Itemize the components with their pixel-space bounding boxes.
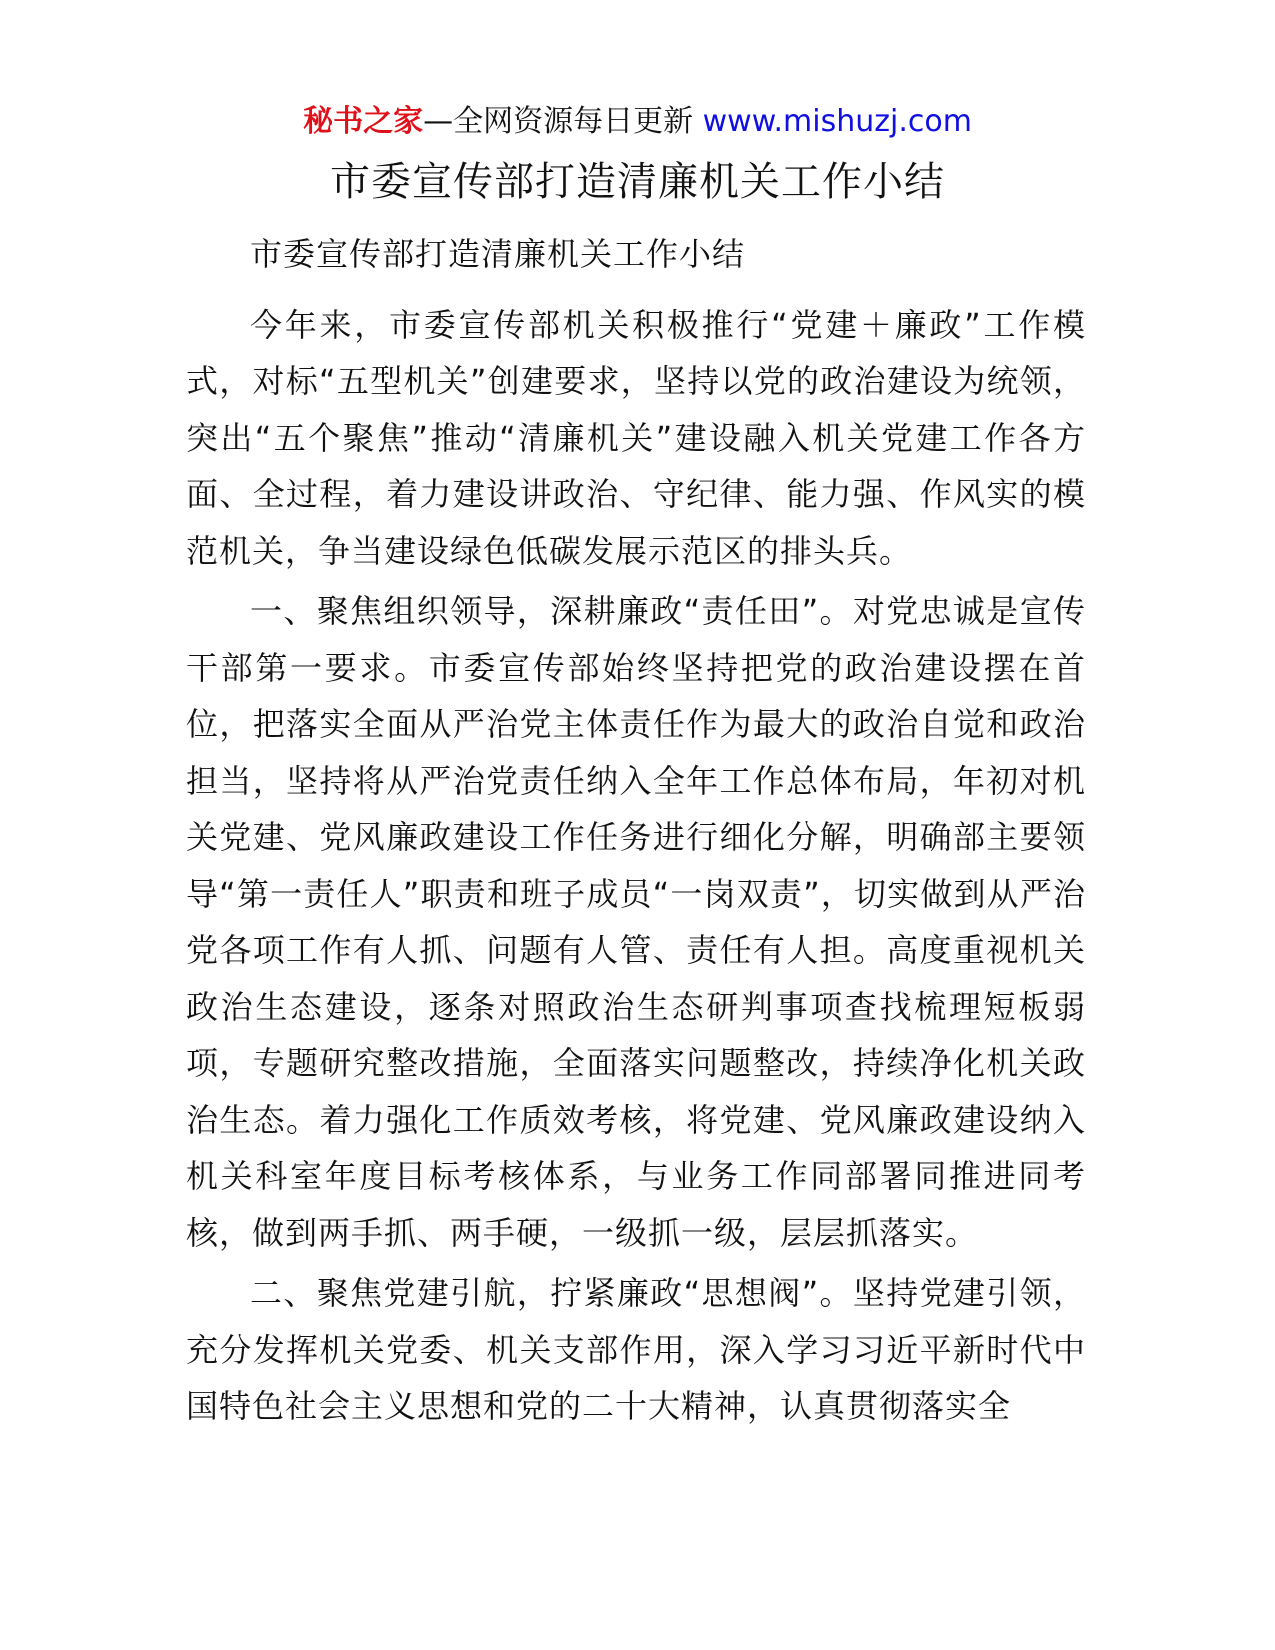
site-header xyxy=(0,100,1275,144)
paragraph-section-2: 二、聚焦党建引航，拧紧廉政“思想阀”。坚持党建引领，充分发挥机关党委、机关支部作用，深入学习习近平新时代中国特色社会主义思想和党的二十大精神，认真贯彻落实全 xyxy=(186,1274,1086,1425)
paragraph-section-1: 一、聚焦组织领导，深耕廉政“责任田”。对党忠诚是宣传干部第一要求。市委宣传部始终坚持把党的政治建设摆在首位，把落实全面从严治党主体责任作为最大的政治自觉和政治担当，坚持将从严治党责任纳入全年工作总体布局，年初对机关党建、党风廉政建设工作任务进行细化分解，明确部主要领导“第一责任人”职责和班子成员“一岗双责”，切实做到从严治党各项工作有人抓、问题有人管、责任有人担。高度重视机关政治生态建设，逐条对照政治生态研判事项查找梳理短板弱项，专题研究整改措施，全面落实问题整改，持续净化机关政治生态。着力强化工作质效考核，将党建、党风廉政建设纳入机关科室年度目标考核体系，与业务工作同部署同推进同考核，做到两手抓、两手硬，一级抓一级，层层抓落实。 xyxy=(186,592,1086,1252)
site-name: 秘书之家 xyxy=(303,104,424,139)
document-body xyxy=(186,226,1086,1439)
document-subtitle: 市委宣传部打造清廉机关工作小结 xyxy=(250,235,746,273)
document-title: 市委宣传部打造清廉机关工作小结 xyxy=(330,159,945,205)
paragraph-intro: 今年来，市委宣传部机关积极推行“党建＋廉政”工作模式，对标“五型机关”创建要求，坚持以党的政治建设为统领，突出“五个聚焦”推动“清廉机关”建设融入机关党建工作各方面、全过程，着力建设讲政治、守纪律、能力强、作风实的模范机关，争当建设绿色低碳发展示范区的排头兵。 xyxy=(186,305,1086,570)
site-tagline: —全网资源每日更新 xyxy=(423,104,703,139)
site-url-link[interactable]: www.mishuzj.com xyxy=(702,104,972,139)
